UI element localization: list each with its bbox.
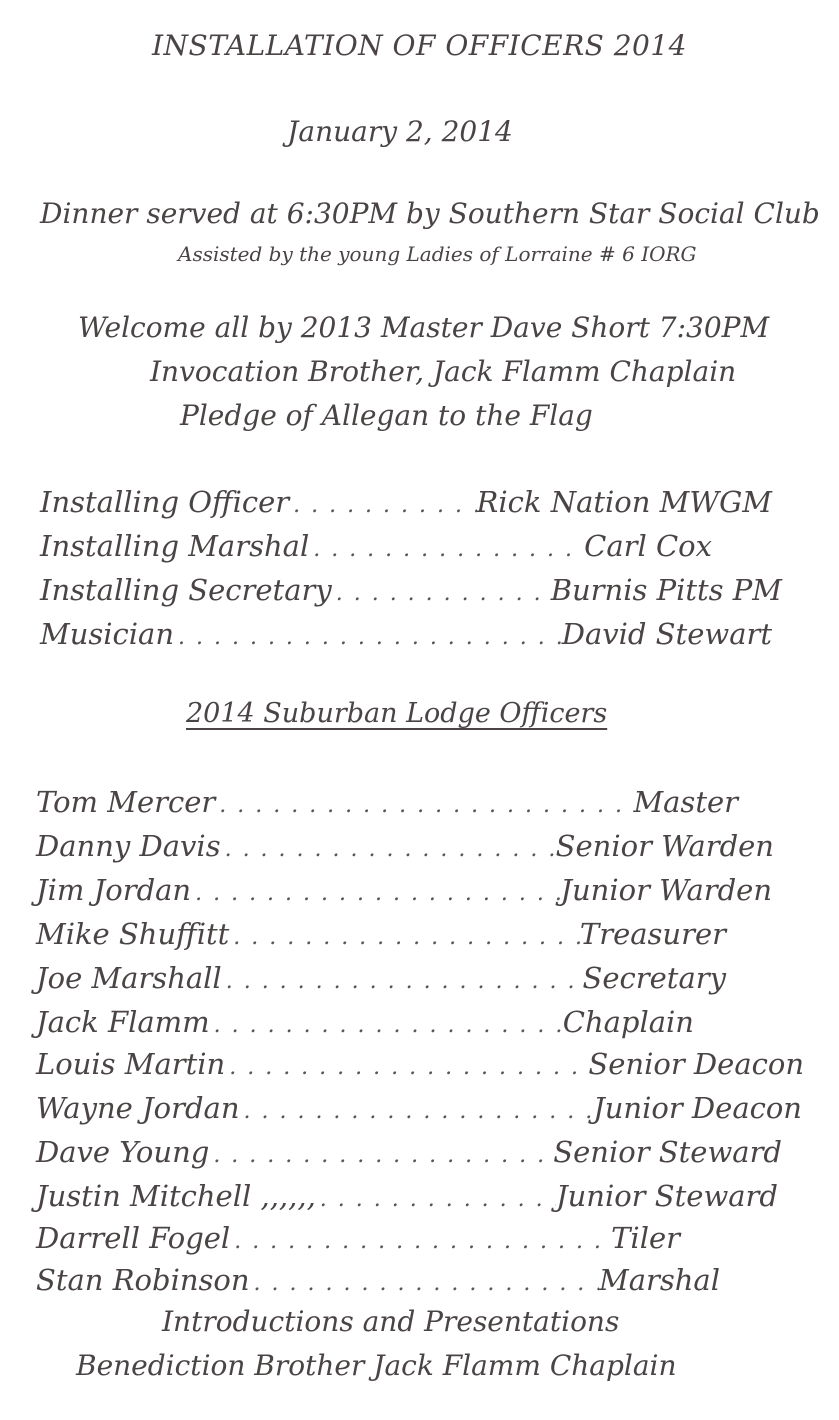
dot-leader <box>222 971 583 993</box>
officer-name: Darrell Fogel <box>36 1221 231 1255</box>
dinner-line: Dinner served at 6:30PM by Southern Star Social Club <box>40 197 820 230</box>
officer-name: Stan Robinson <box>36 1263 250 1297</box>
officer-role: Senior Steward <box>553 1135 782 1169</box>
introductions-line: Introductions and Presentations <box>162 1305 620 1338</box>
officer-name: Danny Davis <box>36 829 221 863</box>
dot-leader <box>209 1145 553 1167</box>
dot-leader <box>210 1015 563 1037</box>
officer-role: Marshal <box>599 1263 720 1297</box>
installing-name: Carl Cox <box>584 529 712 563</box>
pledge-line: Pledge of Allegan to the Flag <box>180 399 593 432</box>
invocation-line: Invocation Brother, Jack Flamm Chaplain <box>150 355 737 388</box>
officer-name: Wayne Jordan <box>36 1091 240 1125</box>
officer-role: Treasurer <box>579 917 726 951</box>
officer-row <box>36 1221 680 1255</box>
installing-name: David Stewart <box>561 617 772 651</box>
officer-role: Junior Warden <box>560 873 772 907</box>
dot-leader <box>225 1057 588 1079</box>
officer-role: Senior Warden <box>555 829 774 863</box>
officer-role: Junior Deacon <box>593 1091 802 1125</box>
officer-role: Junior Steward <box>555 1179 778 1213</box>
installing-row <box>40 529 712 563</box>
dot-leader <box>250 1273 599 1295</box>
officer-role: Senior Deacon <box>588 1047 804 1081</box>
officer-role: Tiler <box>611 1221 680 1255</box>
benediction-line: Benediction Brother Jack Flamm Chaplain <box>76 1349 677 1382</box>
dot-leader <box>240 1101 594 1123</box>
officer-row <box>36 1047 804 1081</box>
officer-row <box>36 1005 694 1039</box>
dot-leader <box>191 883 560 905</box>
installing-role: Installing Marshal <box>40 529 310 563</box>
dot-leader <box>332 583 551 605</box>
installing-row <box>40 573 782 607</box>
officer-role: Chaplain <box>562 1005 694 1039</box>
officer-name: Joe Marshall <box>36 961 222 995</box>
officer-row <box>36 829 774 863</box>
dot-leader <box>174 627 562 649</box>
welcome-line: Welcome all by 2013 Master Dave Short 7:30PM <box>78 311 770 344</box>
dot-leader <box>316 1189 556 1211</box>
officer-name: Jack Flamm <box>36 1005 210 1039</box>
installing-row <box>40 617 772 651</box>
installing-name: Rick Nation MWGM <box>476 485 772 519</box>
installing-role: Installing Officer <box>40 485 290 519</box>
officer-role: Master <box>633 785 738 819</box>
page-title: INSTALLATION OF OFFICERS 2014 <box>151 29 687 62</box>
officer-role: Secretary <box>582 961 726 995</box>
officer-row <box>36 917 726 951</box>
event-date: January 2, 2014 <box>287 115 513 148</box>
officer-row <box>36 785 738 819</box>
installing-role: Installing Secretary <box>40 573 332 607</box>
dot-leader <box>230 1231 611 1253</box>
officer-row <box>36 1135 782 1169</box>
dot-leader <box>289 495 476 517</box>
officers-heading: 2014 Suburban Lodge Officers <box>186 698 608 729</box>
officer-name: Louis Martin <box>36 1047 226 1081</box>
officer-row <box>36 961 726 995</box>
officer-name: Jim Jordan <box>36 873 192 907</box>
dot-leader <box>221 839 556 861</box>
installing-row <box>40 485 772 519</box>
officer-name: Justin Mitchell ,,,,,, <box>36 1179 316 1213</box>
officer-name: Tom Mercer <box>36 785 216 819</box>
officer-name: Mike Shuffitt <box>36 917 230 951</box>
officer-row <box>36 873 772 907</box>
dot-leader <box>215 795 633 817</box>
dot-leader <box>229 927 580 949</box>
officer-row <box>36 1263 720 1297</box>
dot-leader <box>309 539 584 561</box>
officer-row <box>36 1091 802 1125</box>
officer-name: Dave Young <box>36 1135 210 1169</box>
officer-row <box>36 1179 778 1213</box>
assisted-line: Assisted by the young Ladies of Lorraine # 6 IORG <box>178 242 697 266</box>
installing-role: Musician <box>40 617 175 651</box>
installing-name: Burnis Pitts PM <box>550 573 782 607</box>
